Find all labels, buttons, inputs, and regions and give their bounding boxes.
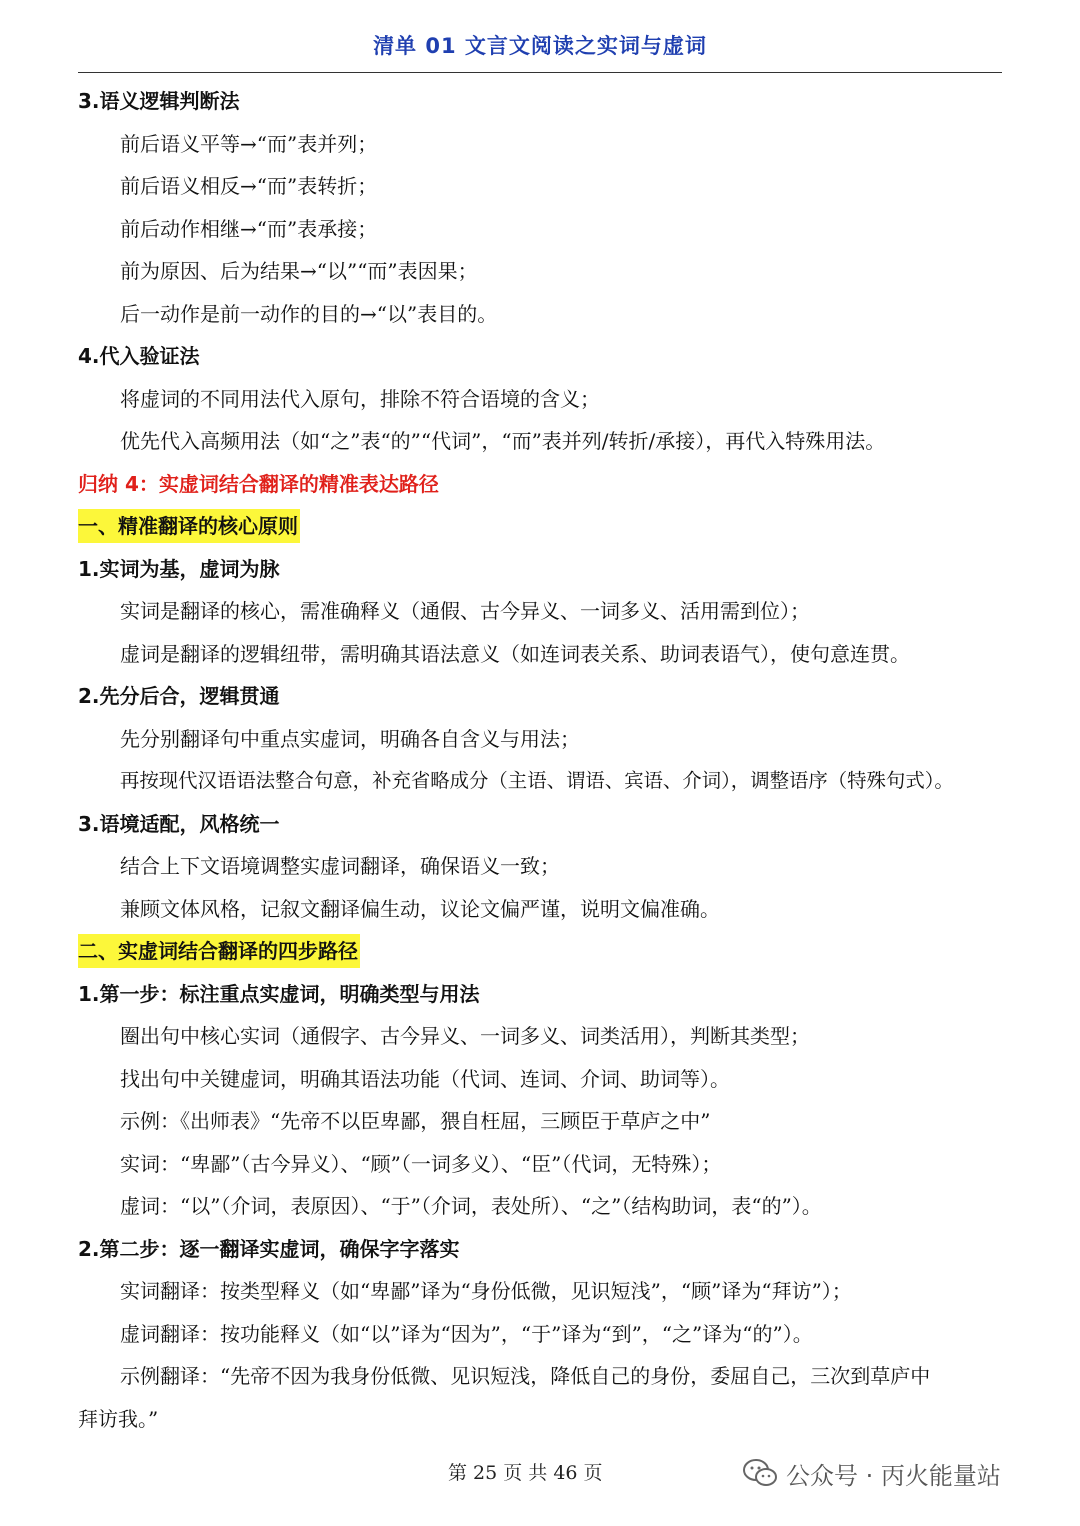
body-line: 优先代入高频用法（如“之”表“的”“代词”，“而”表并列/转折/承接），再代入特殊用法。 [120, 429, 886, 453]
highlighted-heading-row [78, 505, 1058, 548]
section-heading: 2.先分后合，逻辑贯通 [78, 684, 280, 708]
highlighted-heading: 二、实虚词结合翻译的四步路径 [78, 934, 360, 968]
section-heading: 1.第一步：标注重点实虚词，明确类型与用法 [78, 981, 480, 1006]
body-line: 先分别翻译句中重点实虚词，明确各自含义与用法； [120, 726, 580, 751]
body-line: 前后语义相反→“而”表转折； [120, 174, 378, 198]
body-line: 再按现代汉语语法整合句意，补充省略成分（主语、谓语、宾语、介词），调整语序（特殊句式）。 [120, 769, 954, 792]
body-line: 虚词是翻译的逻辑纽带，需明确其语法意义（如连词表关系、助词表语气），使句意连贯。 [120, 641, 910, 666]
highlighted-heading-row [78, 930, 1058, 973]
header-divider [78, 72, 1002, 73]
section-heading: 2.第二步：逐一翻译实虚词，确保字字落实 [78, 1236, 460, 1261]
page-title: 清单 01 文言文阅读之实词与虚词 [373, 34, 707, 58]
section-heading: 4.代入验证法 [78, 344, 200, 368]
body-line: 实词翻译：按类型释义（如“卑鄙”译为“身份低微，见识短浅”，“顾”译为“拜访”）； [120, 1279, 852, 1303]
body-line: 示例翻译：“先帝不因为我身份低微、见识短浅，降低自己的身份，委屈自己，三次到草庐中 [120, 1364, 931, 1388]
body-line: 实词：“卑鄙”（古今异义）、“顾”（一词多义）、“臣”（代词，无特殊）； [120, 1151, 722, 1176]
watermark-text: 公众号 · 丙火能量站 [786, 1461, 1001, 1490]
body-line: 找出句中关键虚词，明确其语法功能（代词、连词、介词、助词等）。 [120, 1066, 730, 1091]
document-body [78, 80, 1058, 1440]
body-line: 将虚词的不同用法代入原句，排除不符合语境的含义； [120, 386, 600, 411]
page-number: 第 25 页 共 46 页 [448, 1462, 603, 1484]
body-line: 虚词翻译：按功能释义（如“以”译为“因为”，“于”译为“到”，“之”译为“的”）。 [120, 1321, 813, 1346]
wechat-icon [742, 1458, 778, 1488]
section-heading: 3.语境适配，风格统一 [78, 811, 280, 836]
body-line: 前为原因、后为结果→“以”“而”表因果； [120, 259, 478, 283]
body-line: 前后动作相继→“而”表承接； [120, 216, 378, 241]
highlighted-heading: 一、精准翻译的核心原则 [78, 509, 300, 543]
body-line: 前后语义平等→“而”表并列； [120, 131, 378, 156]
body-line: 兼顾文体风格，记叙文翻译偏生动，议论文偏严谨，说明文偏准确。 [120, 896, 720, 921]
body-line: 实词是翻译的核心，需准确释义（通假、古今异义、一词多义、活用需到位）； [120, 599, 810, 623]
summary-heading: 归纳 4：实虚词结合翻译的精准表达路径 [78, 471, 439, 496]
body-line: 结合上下文语境调整实虚词翻译，确保语义一致； [120, 854, 560, 878]
body-line: 虚词：“以”（介词，表原因）、“于”（介词，表处所）、“之”（结构助词，表“的”）。 [120, 1194, 822, 1218]
watermark [742, 1455, 1001, 1491]
body-line: 后一动作是前一动作的目的→“以”表目的。 [120, 301, 498, 326]
body-line: 拜访我。” [78, 1406, 159, 1431]
body-line: 示例：《出师表》“先帝不以臣卑鄙，猥自枉屈，三顾臣于草庐之中” [120, 1109, 711, 1133]
body-line: 圈出句中核心实词（通假字、古今异义、一词多义、词类活用），判断其类型； [120, 1024, 810, 1048]
section-heading: 1.实词为基，虚词为脉 [78, 556, 280, 581]
section-heading: 3.语义逻辑判断法 [78, 89, 240, 113]
